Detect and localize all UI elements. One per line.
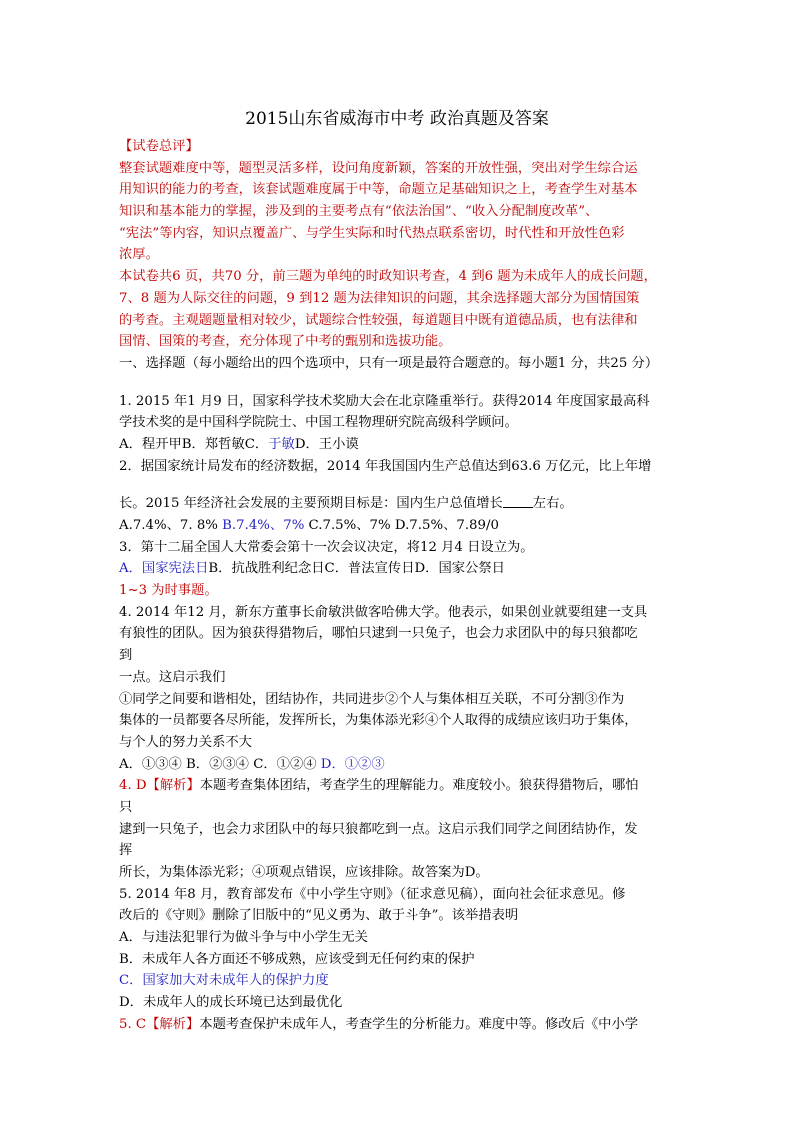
- review-line: 国情、国策的考查，充分体现了中考的甄别和选拔功能。: [119, 334, 452, 350]
- question-1-line: 1. 2015 年1 月9 日，国家科学技术奖励大会在北京隆重举行。获得2014 年度国家最高科: [119, 393, 650, 409]
- question-4-options: [119, 754, 684, 776]
- question-5-line: 5. 2014 年8 月，教育部发布《中小学生守则》（征求意见稿），面向社会征求意见。修: [119, 886, 626, 902]
- document-body: [119, 136, 684, 1036]
- review-line: 本试卷共6 页，共70 分，前三题为单纯的时政知识考查，4 到6 题为未成年人的成长问题，: [119, 269, 657, 285]
- question-4-line: 集体的一员都要各尽所能，发挥所长，为集体添光彩④个人取得的成绩应该归功于集体，: [119, 713, 638, 729]
- question-4-line: ①同学之间要和谐相处，团结协作，共同进步②个人与集体相互关联，不可分割③作为: [119, 691, 625, 707]
- analysis-label: 4. D【解析】: [119, 778, 200, 794]
- analysis-label: 5. C【解析】: [119, 1016, 200, 1032]
- question-5-option: B．未成年人各方面还不够成熟，应该受到无任何约束的保护: [119, 951, 475, 967]
- question-2-options: [119, 515, 684, 537]
- review-line: “宪法”等内容，知识点覆盖广、与学生实际和时代热点联系密切，时代性和开放性色彩: [119, 225, 625, 241]
- question-4-analysis-line: 挥: [119, 843, 133, 859]
- question-2-line: [119, 493, 684, 515]
- section-heading: 一、选择题（每小题给出的四个选项中，只有一项是最符合题意的。每小题1 分，共25 分）: [119, 355, 659, 371]
- review-line: 浓厚。: [119, 247, 159, 263]
- question-3-line: 3．第十二届全国人大常委会第十一次会议决定，将12 月4 日设立为。: [119, 539, 534, 555]
- analysis-text: 本题考查保护未成年人，考查学生的分析能力。难度中等。修改后《中小学: [199, 1016, 639, 1032]
- question-3-options: [119, 558, 684, 580]
- options-text: A．程开甲B．郑哲敏C．: [119, 436, 269, 452]
- question-4-analysis-line: 只: [119, 799, 133, 815]
- options-text: A．①③④ B．②③④ C．①②④: [119, 756, 321, 772]
- question-5-option: D．未成年人的成长环境已达到最优化: [119, 995, 343, 1011]
- analysis-text: 本题考查集体团结，考查学生的理解能力。难度较小。狼获得猎物后，哪怕: [199, 778, 639, 794]
- spacer: [119, 375, 684, 391]
- question-2-line: 2．据国家统计局发布的经济数据，2014 年我国国内生产总值达到63.6 万亿元，比上年增: [119, 458, 652, 474]
- question-4-analysis: [119, 775, 684, 797]
- question-3-note: 1~3 为时事题。: [119, 583, 218, 599]
- question-4-analysis-line: 所长，为集体添光彩；④项观点错误，应该排除。故答案为D。: [119, 865, 489, 880]
- question-1-line: 学技术奖的是中国科学院院士、中国工程物理研究院高级科学顾问。: [119, 415, 518, 431]
- question-4-line: 有狼性的团队。因为狼获得猎物后，哪怕只逮到一只兔子，也会力求团队中的每只狼都吃: [119, 626, 638, 642]
- question-4-analysis-line: 逮到一只兔子，也会力求团队中的每只狼都吃到一点。这启示我们同学之间团结协作，发: [119, 821, 638, 837]
- review-line: 知识和基本能力的掌握，涉及到的主要考点有“依法治国”、“收入分配制度改革”、: [119, 204, 599, 220]
- question-4-line: 4. 2014 年12 月，新东方董事长俞敏洪做客哈佛大学。他表示，如果创业就要组建一支具: [119, 604, 648, 620]
- question-text: 长。2015 年经济社会发展的主要预期目标是：国内生户总值增长: [119, 496, 503, 512]
- options-text: B．抗战胜利纪念日C．普法宣传日D．国家公祭日: [208, 561, 505, 577]
- question-5-line: 改后的《守则》删除了旧版中的“见义勇为、敢于斗争”。该举措表明: [119, 908, 519, 924]
- answer-highlight: D．①②③: [320, 756, 385, 772]
- options-text: A.7.4%、7. 8%: [119, 518, 223, 533]
- question-4-line: 到: [119, 648, 133, 664]
- page-title: 2015山东省威海市中考 政治真题及答案: [245, 109, 549, 129]
- options-text: C.7.5%、7% D.7.5%、7.89/0: [304, 518, 499, 533]
- question-text: 左右。: [532, 496, 573, 512]
- question-4-line: 与个人的努力关系不大: [119, 734, 252, 750]
- review-line: 的考查。主观题题量相对较少，试题综合性较强，每道题目中既有道德品质，也有法律和: [119, 312, 638, 328]
- answer-highlight: B.7.4%、7%: [222, 518, 305, 533]
- fill-blank: [503, 495, 533, 508]
- question-4-line: 一点。这启示我们: [119, 669, 226, 685]
- review-line: 整套试题难度中等，题型灵活多样，设问角度新颖，答案的开放性强，突出对学生综合运: [119, 160, 638, 176]
- question-5-analysis: [119, 1014, 684, 1036]
- spacer: [119, 477, 684, 493]
- review-line: 用知识的能力的考查，该套试题难度属于中等，命题立足基础知识之上，考查学生对基本: [119, 182, 638, 198]
- answer-highlight: A．国家宪法日: [119, 561, 209, 577]
- review-line: 7、8 题为人际交往的问题，9 到12 题为法律知识的问题，其余选择题大部分为国情国策: [119, 290, 640, 306]
- options-text: D．王小谟: [294, 436, 359, 452]
- answer-highlight: C．国家加大对未成年人的保护力度: [119, 973, 329, 989]
- question-5-option: A．与违法犯罪行为做斗争与中小学生无关: [119, 930, 368, 946]
- review-heading: 【试卷总评】: [119, 139, 199, 154]
- question-1-options: [119, 434, 684, 456]
- answer-highlight: 于敏: [268, 436, 295, 452]
